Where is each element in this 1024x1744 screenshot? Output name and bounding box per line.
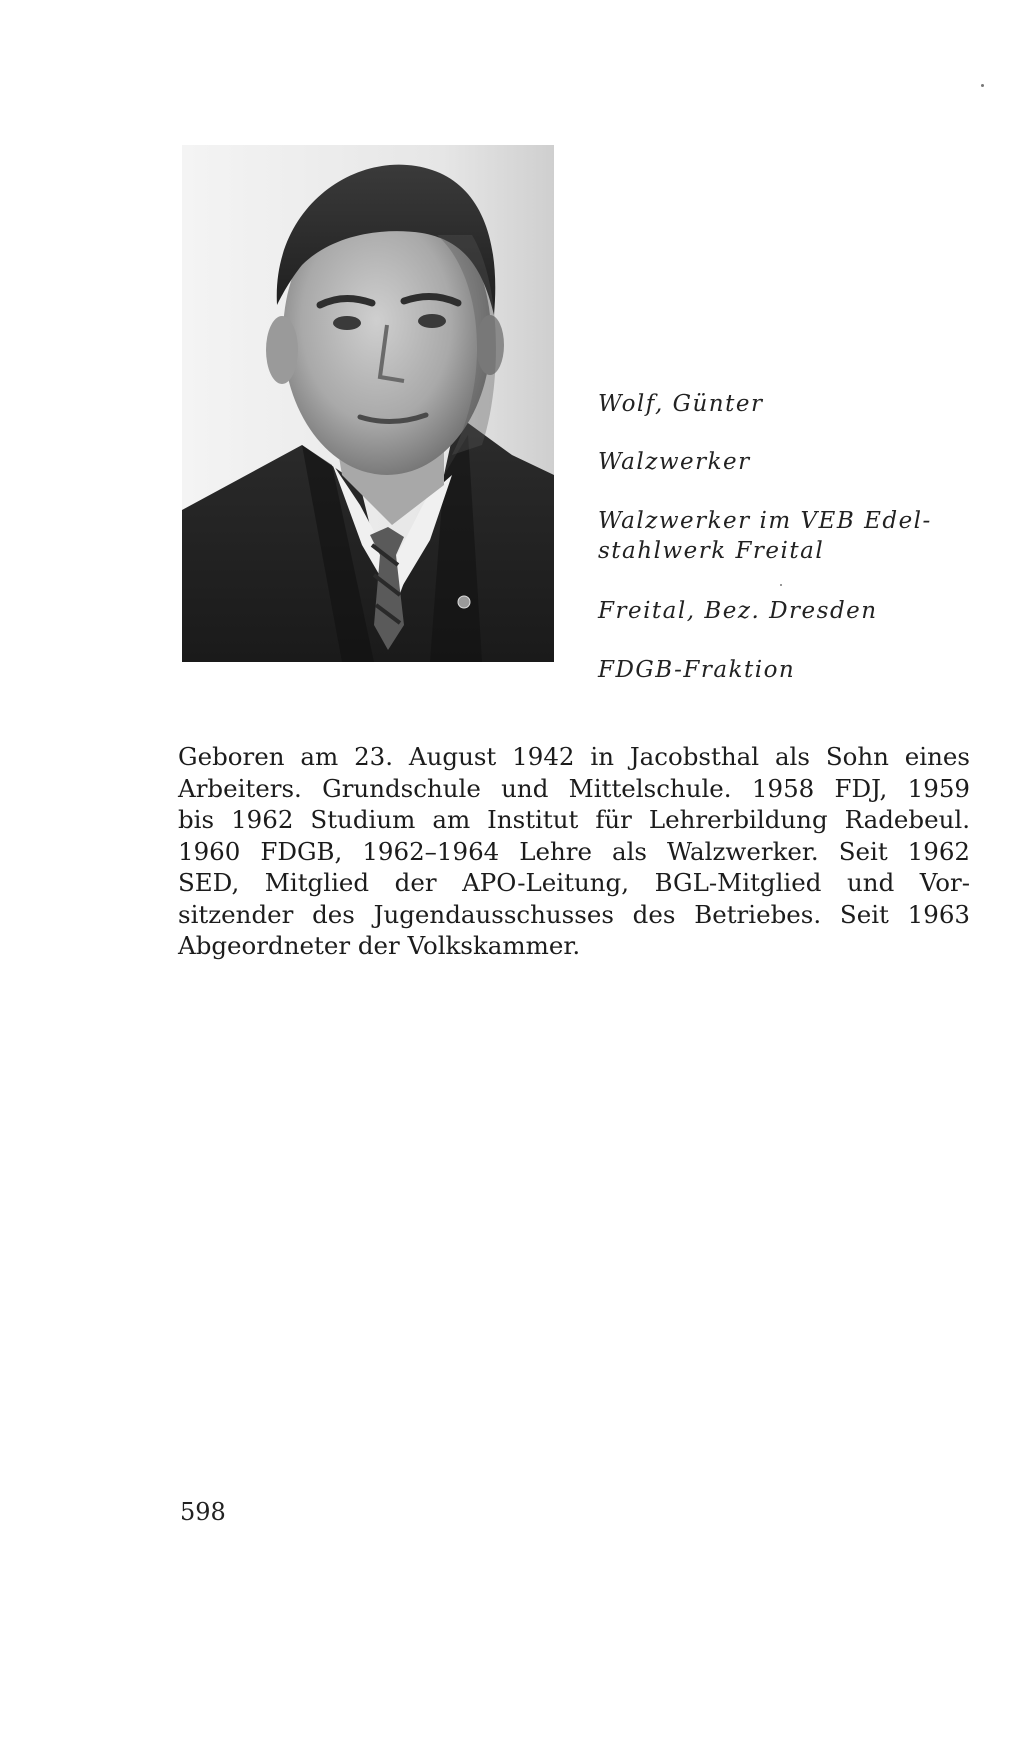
- entry-profession: Walzwerker: [598, 449, 751, 475]
- entry-residence: Freital, Bez. Dresden: [598, 598, 878, 624]
- entry-name: Wolf, Günter: [598, 391, 764, 417]
- entry-faction: FDGB-Fraktion: [598, 657, 796, 683]
- entry-position-line-1: Walzwerker im VEB Edel-: [598, 508, 932, 534]
- biography-line: Geboren am 23. August 1942 in Jacobsthal als Sohn eines: [178, 742, 970, 771]
- scan-speck: [780, 584, 782, 586]
- biography-line: bis 1962 Studium am Institut für Lehrerbildung Radebeul.: [178, 805, 970, 834]
- biography-line: 1960 FDGB, 1962–1964 Lehre als Walzwerker. Seit 1962: [178, 836, 970, 866]
- scan-speck: [981, 84, 984, 87]
- entry-position-line-2: stahlwerk Freital: [598, 538, 825, 564]
- biography-line: Arbeiters. Grundschule und Mittelschule. 1958 FDJ, 1959: [178, 773, 970, 803]
- portrait-photo: [182, 145, 554, 662]
- biography-line: SED, Mitglied der APO-Leitung, BGL-Mitglied und Vor-: [178, 868, 970, 897]
- page-number: 598: [180, 1498, 226, 1526]
- biography-line: Abgeordneter der Volkskammer.: [178, 931, 581, 960]
- biography-line: sitzender des Jugendausschusses des Betriebes. Seit 1963: [178, 899, 970, 929]
- biography-paragraph: [178, 741, 970, 962]
